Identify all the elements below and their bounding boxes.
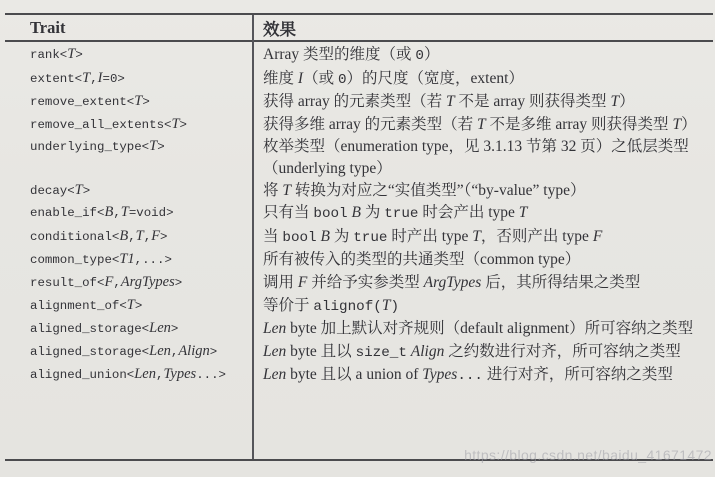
code-text: bool — [313, 206, 348, 223]
trait-cell — [5, 114, 252, 137]
table-row — [5, 180, 713, 203]
plain-text: T — [445, 93, 455, 111]
table-row — [5, 272, 713, 295]
code-text: B — [104, 204, 114, 221]
code-text: , — [155, 368, 164, 383]
code-text: ... — [457, 368, 483, 385]
table-row — [5, 44, 713, 68]
plain-text: 等价于 — [263, 296, 314, 314]
plain-text: 获得多维 array 的元素类型（若 — [263, 115, 477, 133]
trait-cell — [5, 136, 252, 179]
code-text: =0> — [102, 71, 125, 86]
plain-text: B — [351, 204, 361, 222]
trait-cell — [5, 318, 252, 341]
table-row — [5, 318, 713, 341]
code-text: T — [135, 227, 144, 244]
code-text: T — [74, 181, 83, 198]
code-text: Len — [149, 342, 171, 359]
code-text: T — [67, 46, 76, 62]
code-text: rank< — [30, 48, 68, 62]
plain-text: ） — [681, 115, 697, 133]
header-trait: Trait — [30, 17, 66, 37]
code-text: Len — [263, 366, 287, 384]
plain-text: 将 — [263, 181, 283, 199]
code-text: , — [170, 344, 179, 359]
code-text: , — [143, 229, 152, 244]
effect-cell — [252, 91, 713, 114]
table-row — [5, 68, 713, 92]
code-text: Types — [163, 366, 197, 383]
trait-cell — [5, 226, 252, 250]
code-text: > — [170, 322, 179, 337]
effect-cell — [252, 202, 713, 226]
code-text: > — [209, 344, 218, 359]
table-row — [5, 136, 713, 179]
code-text: B — [119, 227, 129, 244]
plain-text: T — [518, 204, 528, 222]
table-row — [5, 295, 713, 319]
plain-text: 不是 array 则获得类型 — [454, 93, 611, 111]
plain-text: 后，其所得结果之类型 — [481, 273, 641, 291]
plain-text: Array 类型的维度（或 — [263, 46, 416, 63]
table-row — [5, 202, 713, 226]
code-text: ) — [390, 298, 399, 315]
code-text: Len — [263, 320, 287, 338]
plain-text: B — [320, 227, 330, 245]
plain-text: 枚举类型（enumeration type，见 3.1.13 节第 32 页）之低层类型（underlying type） — [263, 138, 689, 177]
table-row — [5, 226, 713, 250]
code-text: > — [160, 229, 168, 244]
effect-cell — [252, 272, 713, 295]
plain-text: ，否则产出 type — [480, 227, 593, 245]
code-text: , — [113, 206, 121, 221]
plain-text: 转换为对应之“实值类型”（“by-value” type） — [291, 181, 586, 199]
table-row — [5, 114, 713, 137]
code-text: underlying_type< — [30, 140, 150, 155]
plain-text: 维度 — [263, 69, 298, 87]
plain-text: 所有被传入的类型的共通类型（common type） — [263, 251, 581, 269]
code-text: T — [149, 138, 158, 155]
trait-cell — [5, 44, 252, 68]
effect-cell — [252, 318, 713, 341]
plain-text: T — [476, 115, 486, 133]
plain-text: F — [297, 273, 308, 291]
code-text: > — [134, 298, 143, 313]
code-text: aligned_storage< — [30, 344, 150, 359]
plain-text: F — [592, 227, 603, 245]
effect-cell — [252, 226, 713, 250]
table-row — [5, 341, 713, 365]
code-text: 0 — [337, 71, 347, 88]
effect-cell — [252, 295, 713, 319]
effect-cell — [252, 364, 713, 388]
header-effect: 效果 — [263, 19, 296, 39]
trait-cell — [5, 68, 252, 92]
plain-text: I — [297, 69, 304, 87]
code-text: T — [120, 204, 129, 221]
plain-text: 进行对齐，所可容纳之类型 — [482, 366, 673, 384]
code-text: > — [75, 48, 83, 62]
code-text: T — [82, 69, 91, 86]
code-text: ...> — [196, 368, 226, 383]
plain-text: ） — [423, 46, 440, 63]
trait-cell — [5, 341, 252, 365]
plain-text: ）的尺度（宽度，extent） — [346, 69, 524, 87]
plain-text: 只有当 — [263, 204, 314, 222]
code-text: true — [384, 206, 419, 223]
plain-text: 为 — [329, 227, 354, 245]
code-text: 0 — [415, 48, 424, 64]
plain-text: 获得 array 的元素类型（若 — [263, 93, 446, 111]
plain-text: byte 加上默认对齐规则（default alignment）所可容纳之类型 — [286, 320, 694, 338]
effect-cell — [252, 114, 713, 137]
effect-cell — [252, 68, 713, 92]
code-text: decay< — [30, 183, 75, 198]
code-text: Len — [263, 342, 287, 360]
trait-cell — [5, 295, 252, 319]
watermark-url: https://blog.csdn.net/baidu_41671472 — [464, 447, 712, 463]
code-text: Align — [410, 342, 445, 360]
plain-text: T — [610, 93, 620, 111]
code-text: conditional< — [30, 229, 120, 244]
table-row — [5, 364, 713, 388]
plain-text: 当 — [263, 227, 283, 245]
code-text: > — [157, 140, 165, 155]
code-text: T — [134, 93, 143, 110]
code-text: Len — [149, 320, 171, 337]
code-text: remove_all_extents< — [30, 117, 172, 132]
trait-cell — [5, 249, 252, 272]
code-text: size_t — [355, 344, 407, 361]
code-text: T — [381, 296, 391, 314]
plain-text: 时会产出 type — [418, 204, 519, 222]
type-traits-table — [5, 13, 713, 461]
plain-text: （或 — [303, 69, 338, 87]
code-text: T — [171, 115, 180, 132]
code-text: Align — [178, 342, 210, 359]
plain-text: T — [282, 181, 292, 199]
code-text: > — [179, 117, 187, 132]
code-text: , — [90, 71, 98, 86]
table-row — [5, 91, 713, 114]
plain-text: 不是多维 array 则获得类型 — [485, 115, 673, 133]
code-text: T — [126, 296, 135, 313]
code-text: extent< — [30, 71, 83, 86]
plain-text: byte 且以 — [286, 342, 356, 360]
plain-text: 时产出 type — [387, 227, 473, 245]
plain-text: ） — [619, 93, 635, 111]
table-rows — [5, 42, 713, 388]
code-text: F — [151, 227, 161, 244]
plain-text: 并给予实参类型 — [307, 273, 424, 291]
table-row — [5, 249, 713, 272]
code-text: alignof( — [313, 298, 382, 315]
code-text: ArgTypes — [120, 273, 175, 290]
code-text: Len — [134, 366, 156, 383]
plain-text: T — [672, 115, 682, 133]
code-text: aligned_storage< — [30, 322, 150, 337]
code-text: > — [82, 183, 91, 198]
effect-cell — [252, 341, 713, 365]
trait-cell — [5, 272, 252, 295]
plain-text: 调用 — [263, 273, 298, 291]
code-text: T1 — [119, 251, 135, 268]
code-text: alignment_of< — [30, 298, 127, 313]
code-text: Types — [422, 366, 458, 384]
code-text: bool — [282, 229, 317, 246]
code-text: result_of< — [30, 275, 105, 290]
code-text: enable_if< — [30, 206, 105, 221]
trait-cell — [5, 202, 252, 226]
effect-cell — [252, 249, 713, 272]
code-text: ,...> — [134, 253, 172, 268]
table-header-row — [5, 15, 713, 42]
code-text: ArgTypes — [423, 273, 482, 291]
code-text: F — [104, 273, 114, 290]
code-text: =void> — [128, 206, 174, 221]
effect-cell — [252, 44, 713, 68]
plain-text: 为 — [360, 204, 385, 222]
code-text: , — [113, 275, 121, 290]
effect-cell — [252, 136, 713, 179]
code-text: > — [142, 95, 150, 110]
code-text: > — [174, 275, 183, 290]
code-text: I — [97, 69, 103, 86]
code-text: remove_extent< — [30, 95, 135, 110]
column-divider — [252, 15, 254, 459]
code-text: aligned_union< — [30, 368, 135, 383]
code-text: , — [128, 229, 136, 244]
plain-text: byte 且以 a union of — [286, 366, 423, 384]
code-text: common_type< — [30, 253, 120, 268]
trait-cell — [5, 91, 252, 114]
trait-cell — [5, 364, 252, 388]
plain-text: 之约数进行对齐，所可容纳之类型 — [444, 342, 681, 360]
effect-cell — [252, 180, 713, 203]
plain-text: T — [472, 227, 481, 245]
code-text: true — [353, 229, 388, 246]
trait-cell — [5, 180, 252, 203]
